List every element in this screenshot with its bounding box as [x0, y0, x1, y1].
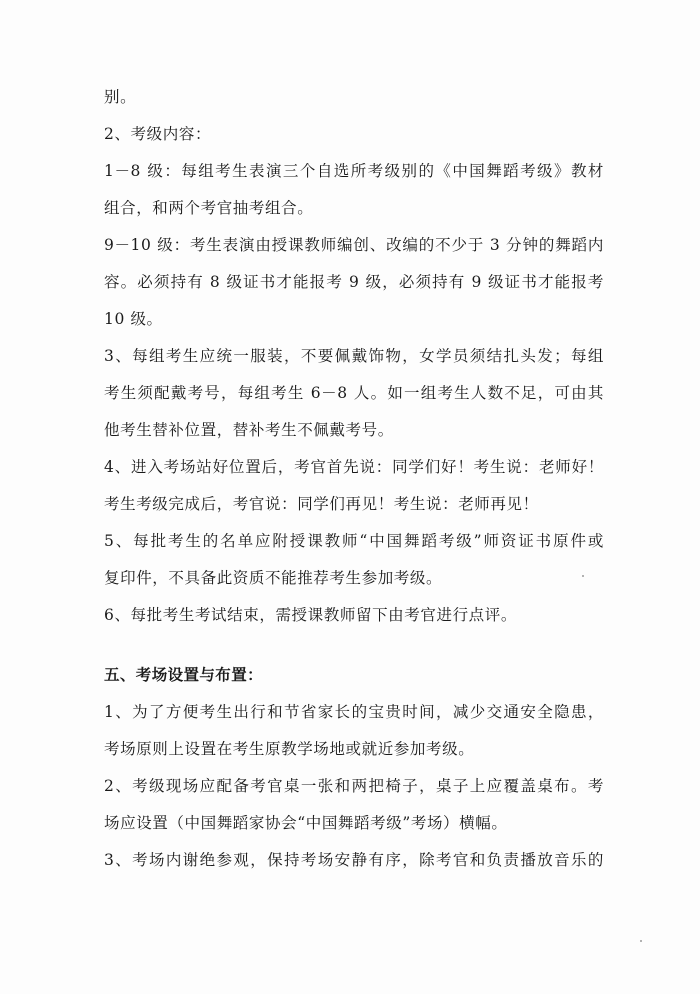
text-line: 复印件，不具备此资质不能推荐考生参加考级。	[104, 569, 443, 587]
text-line: 6、每批考生考试结束，需授课教师留下由考官进行点评。	[104, 606, 517, 624]
section-5-heading: 五、考场设置与布置：	[104, 666, 264, 684]
text-line: 3、每组考生应统一服装，不要佩戴饰物，女学员须结扎头发；每组	[104, 347, 604, 365]
text-line: 场应设置（中国舞蹈家协会“中国舞蹈考级”考场）横幅。	[104, 814, 508, 832]
text-line: 3、考场内谢绝参观，保持考场安静有序，除考官和负责播放音乐的	[104, 851, 604, 869]
text-line: 考生须配戴考号，每组考生 6－8 人。如一组考生人数不足，可由其	[104, 384, 604, 402]
text-line: 考场原则上设置在考生原教学场地或就近参加考级。	[104, 740, 475, 758]
text-line: 别。	[104, 88, 137, 106]
text-line: 组合，和两个考官抽考组合。	[104, 199, 314, 217]
text-line: 4、进入考场站好位置后，考官首先说：同学们好！考生说：老师好！	[104, 458, 604, 476]
text-line: 容。必须持有 8 级证书才能报考 9 级，必须持有 9 级证书才能报考	[104, 273, 604, 291]
item-2-heading: 2、考级内容：	[104, 125, 212, 143]
text-line: 5、每批考生的名单应附授课教师“中国舞蹈考级”师资证书原件或	[104, 532, 604, 550]
text-line: 10 级。	[104, 310, 163, 328]
document-body	[104, 84, 604, 884]
text-line: 他考生替补位置，替补考生不佩戴考号。	[104, 421, 394, 439]
scan-speck	[640, 940, 642, 942]
text-line: 1、为了方便考生出行和节省家长的宝贵时间，减少交通安全隐患，	[104, 703, 604, 721]
scan-speck	[582, 575, 584, 577]
text-line: 2、考级现场应配备考官桌一张和两把椅子，桌子上应覆盖桌布。考	[104, 777, 604, 795]
text-line: 考生考级完成后，考官说：同学们再见！考生说：老师再见！	[104, 495, 539, 513]
text-line: 1－8 级：每组考生表演三个自选所考级别的《中国舞蹈考级》教材	[104, 162, 604, 180]
text-line: 9－10 级：考生表演由授课教师编创、改编的不少于 3 分钟的舞蹈内	[104, 236, 604, 254]
